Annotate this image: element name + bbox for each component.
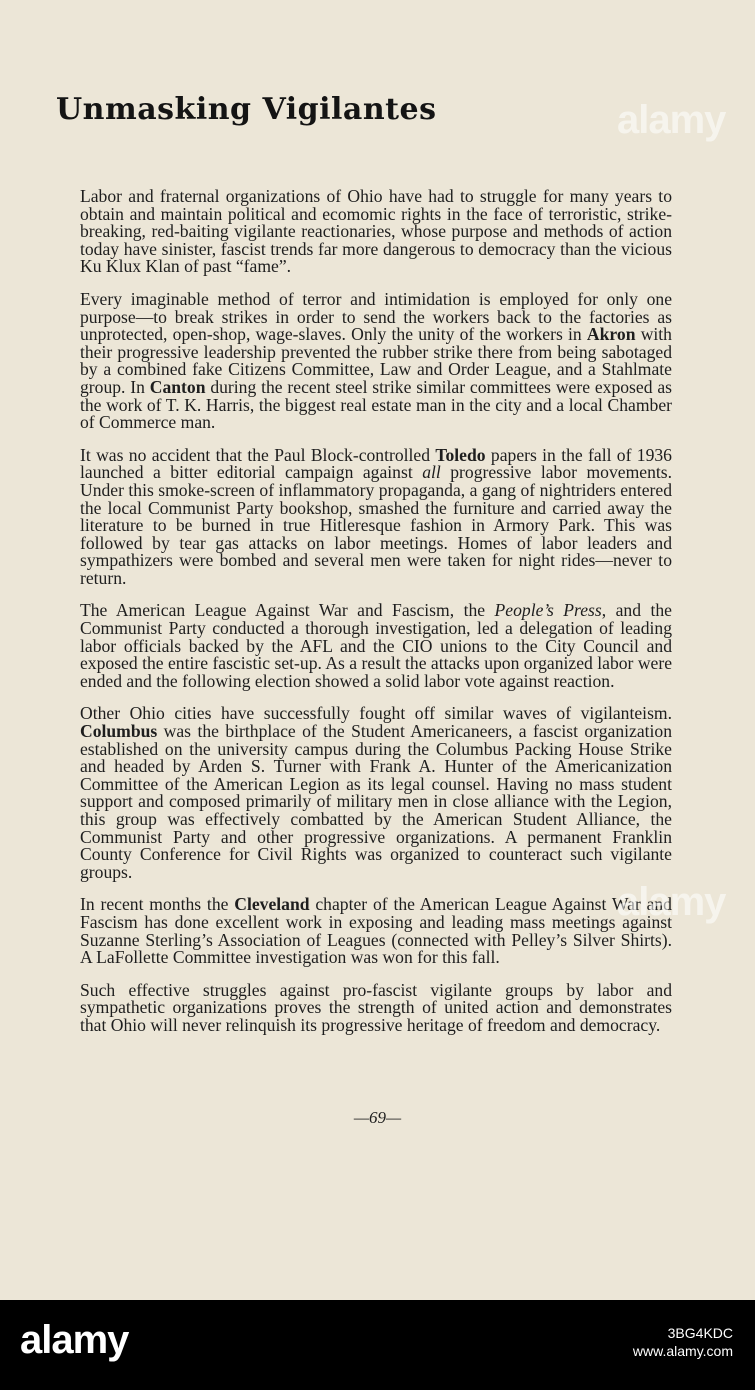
page-number: —69— (353, 1108, 402, 1127)
text-run: chapter of the American League Against War and Fascism has done excellent work in exposing and leading mass meetings against Suzanne Sterling’s Association of Leagues (connected with Pelley’s Silver Shirts). A LaFollette Committee investigation was won for this fall. (80, 894, 672, 968)
text-run: with their progressive leadership prevented the rubber strike there from being sabotaged by a combined fake Citizens Committee, Law and Order League, and a Stahlmate group. In (80, 324, 672, 397)
article-body (80, 188, 672, 1050)
page-title: Unmasking Vigilantes (56, 92, 437, 127)
text-run: Other Ohio cities have successfully fought off similar waves of vigilanteism. (80, 703, 672, 724)
text-run: papers in the fall of 1936 launched a bitter editorial campaign against (80, 444, 672, 483)
image-id: 3BG4KDC (667, 1325, 733, 1341)
bold-text: Toledo (435, 444, 486, 465)
text-run: In recent months the (80, 894, 235, 915)
text-run: It was no accident that the Paul Block-controlled (80, 444, 436, 465)
paragraph (80, 288, 672, 433)
text-run: Such effective struggles against pro-fascist vigilante groups by labor and sympathetic organizations proves the strength of united action and demonstrates that Ohio will never relinquish its progressive heritage of freedom and democracy. (80, 979, 672, 1035)
bold-text: Cleveland (234, 894, 310, 915)
paragraph (80, 705, 672, 881)
paragraph (80, 188, 672, 276)
bold-text: Columbus (80, 721, 158, 742)
text-run: was the birthplace of the Student Americaneers, a fascist organization established on the university campus during the Columbus Packing House Strike and headed by Arden S. Turner with Frank A. Hunter of the Americanization Committee of the American Legion as its legal counsel. Having no mass student support and composed primarily of military men in close alliance with the Legion, this group was effectively combatted by the American Student Alliance, the Communist Party and other progressive organizations. A permanent Franklin County Conference for Civil Rights was organized to counteract such vigilante groups. (80, 721, 672, 882)
text-run: during the recent steel strike similar committees were exposed as the work of T. K. Harris, the biggest real estate man in the city and a local Chamber of Commerce man. (80, 376, 672, 433)
text-run: The American League Against War and Fascism, the (80, 600, 495, 621)
text-run: Labor and fraternal organizations of Ohio have had to struggle for many years to obtain and maintain political and ecomomic rights in the face of terroristic, strike-breaking, red-baiting vigilante reactionaries, whose purpose and methods of action today have sinister, fascist trends far more dangerous to democracy than the vicious Ku Klux Klan of past “fame”. (80, 186, 672, 277)
text-run: Every imaginable method of terror and intimidation is employed for only one purpose—to break strikes in order to send the workers back to the factories as unprotected, open-shop, wage-slaves. Only the unity of the workers in (80, 288, 672, 345)
stock-image-info (633, 1324, 733, 1360)
paragraph (80, 896, 672, 966)
site-url: www.alamy.com (632, 1343, 733, 1359)
bold-text: Akron (586, 324, 636, 345)
italic-text: all (422, 462, 441, 483)
watermark-top: alamy (617, 98, 726, 142)
italic-text: People’s Press (494, 600, 602, 621)
bold-text: Canton (149, 376, 206, 397)
watermark-middle: alamy (617, 880, 726, 924)
text-run: , and the Communist Party conducted a thorough investigation, led a delegation of leading labor officials backed by the AFL and the CIO unions to the City Council and exposed the entire fascistic set-up. As a result the attacks upon organized labor were ended and the following election showed a solid labor vote against reaction. (80, 600, 672, 691)
paragraph (80, 602, 672, 690)
text-run: progressive labor movements. Under this smoke-screen of inflammatory propaganda, a gang of nightriders entered the local Communist Party bookshop, smashed the furniture and carried away the literature to be burned in true Hitleresque fashion in Armory Park. This was followed by tear gas attacks on labor meetings. Homes of labor leaders and sympathizers were bombed and several men were taken for night rides—never to return. (80, 462, 672, 588)
paragraph (80, 444, 672, 588)
paragraph (80, 979, 672, 1035)
stock-logo: alamy (20, 1318, 129, 1362)
